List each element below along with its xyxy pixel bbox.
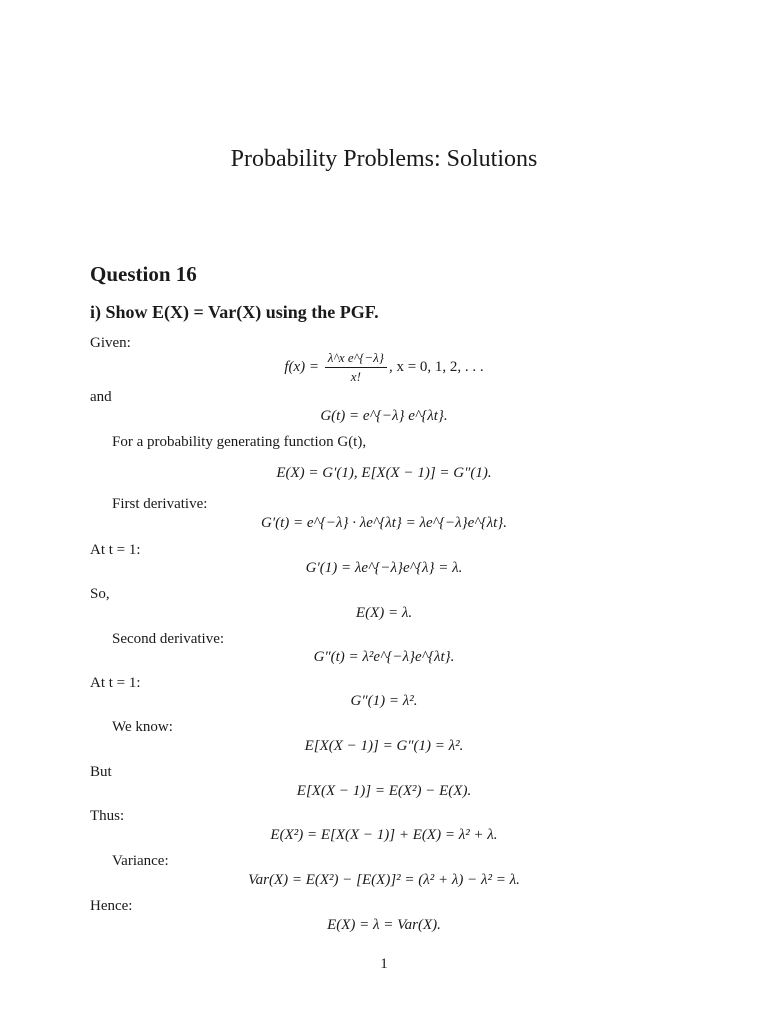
equation-final: E(X) = λ = Var(X).: [327, 917, 441, 933]
eq-fx-numerator: λ^x e^{−λ}: [325, 350, 387, 368]
part-heading-expr: E(X) = Var(X): [152, 302, 262, 322]
text-given: Given:: [90, 335, 131, 351]
part-heading-prefix: i) Show: [90, 302, 153, 322]
equation-G1t: G′(t) = e^{−λ} · λe^{λt} = λe^{−λ}e^{λt}.: [260, 515, 507, 531]
eq-fx-denominator: x!: [350, 369, 361, 384]
text-at-t1-b: At t = 1:: [90, 675, 141, 691]
equation-G: G(t) = e^{−λ} e^{λt}.: [320, 408, 448, 424]
equation-known: E[X(X − 1)] = G″(1) = λ².: [304, 738, 464, 754]
eq-fx-fraction: [325, 350, 387, 385]
text-at-t1-a: At t = 1:: [90, 542, 141, 558]
text-and: and: [90, 389, 112, 405]
equation-EX: E(X) = λ.: [355, 605, 413, 621]
equation-var: Var(X) = E(X²) − [E(X)]² = (λ² + λ) − λ² = λ.: [248, 872, 520, 888]
eq-fx-lhs: f(x) =: [284, 358, 319, 375]
equation-fx: [0, 350, 768, 385]
equation-G2: G″(1) = λ².: [350, 693, 418, 709]
part-heading-suffix: using the PGF.: [261, 302, 379, 322]
question-heading: Question 16: [90, 262, 197, 286]
text-for-pgf: For a probability generating function G(t),: [112, 434, 367, 450]
equation-EX2: E(X²) = E[X(X − 1)] + E(X) = λ² + λ.: [270, 827, 498, 843]
text-hence: Hence:: [90, 898, 133, 914]
equation-G1: G′(1) = λe^{−λ}e^{λ} = λ.: [305, 560, 463, 576]
eq-fx-tail: , x = 0, 1, 2, . . .: [388, 358, 484, 375]
text-first-derivative: First derivative:: [112, 496, 208, 512]
part-heading: [90, 302, 379, 323]
text-so: So,: [90, 586, 110, 602]
text-but: But: [90, 764, 112, 780]
equation-but: E[X(X − 1)] = E(X²) − E(X).: [296, 783, 472, 799]
text-we-know: We know:: [112, 719, 173, 735]
equation-G2t: G″(t) = λ²e^{−λ}e^{λt}.: [313, 649, 455, 665]
page-number: 1: [380, 956, 388, 972]
page-title: Probability Problems: Solutions: [230, 146, 538, 172]
text-variance: Variance:: [112, 853, 169, 869]
equation-moments: E(X) = G′(1), E[X(X − 1)] = G″(1).: [276, 465, 492, 481]
text-second-derivative: Second derivative:: [112, 631, 225, 647]
text-thus: Thus:: [90, 808, 125, 824]
